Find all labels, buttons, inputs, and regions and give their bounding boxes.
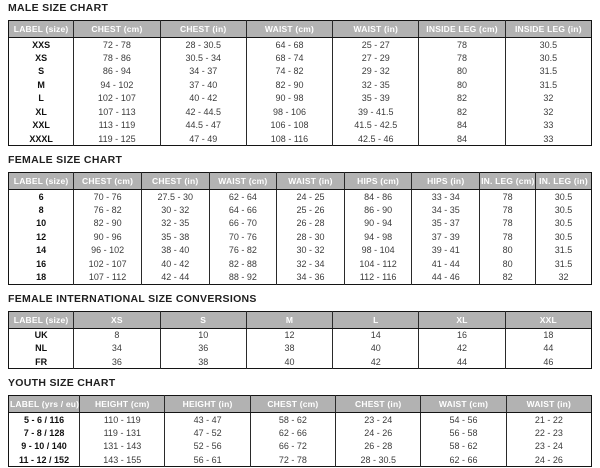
row-label-cell: XS bbox=[35, 52, 48, 63]
row-label-cell: XL bbox=[35, 106, 47, 117]
value-cell: 36 bbox=[74, 355, 160, 369]
header-row bbox=[9, 21, 592, 38]
value-cell: 40 - 42 bbox=[160, 92, 246, 106]
value-cell: 24 - 26 bbox=[336, 426, 421, 440]
value-cell: 68 - 74 bbox=[246, 51, 332, 65]
value-cell: 82 - 90 bbox=[246, 78, 332, 92]
column-header: CHEST (cm) bbox=[74, 173, 142, 190]
value-cell: 82 bbox=[419, 105, 505, 119]
value-cell: 107 - 113 bbox=[74, 105, 160, 119]
column-header: WAIST (in) bbox=[277, 173, 345, 190]
value-cell: 108 - 116 bbox=[246, 132, 332, 146]
value-cell: 26 - 28 bbox=[336, 440, 421, 454]
value-cell: 41 - 44 bbox=[412, 257, 480, 271]
value-cell: 84 bbox=[419, 119, 505, 133]
value-cell: 62 - 66 bbox=[250, 426, 335, 440]
value-cell: 107 - 112 bbox=[74, 271, 142, 285]
value-cell: 131 - 143 bbox=[80, 440, 165, 454]
value-cell: 26 - 28 bbox=[277, 217, 345, 231]
value-cell: 119 - 125 bbox=[74, 132, 160, 146]
value-cell: 37 - 40 bbox=[160, 78, 246, 92]
value-cell: 104 - 112 bbox=[344, 257, 412, 271]
column-header: CHEST (in) bbox=[160, 21, 246, 38]
value-cell: 82 - 88 bbox=[209, 257, 277, 271]
row-label-cell: XXL bbox=[32, 120, 50, 131]
column-header: WAIST (cm) bbox=[209, 173, 277, 190]
row-label-cell: 10 bbox=[36, 218, 47, 229]
youth-table-header bbox=[9, 396, 592, 413]
value-cell: 28 - 30.5 bbox=[160, 38, 246, 52]
value-cell: 31.5 bbox=[505, 78, 591, 92]
value-cell: 29 - 32 bbox=[333, 65, 419, 79]
value-cell: 40 bbox=[333, 342, 419, 356]
value-cell: 32 bbox=[505, 105, 591, 119]
column-header: IN. LEG (cm) bbox=[480, 173, 536, 190]
value-cell: 30.5 bbox=[505, 51, 591, 65]
youth-size-chart-section bbox=[8, 377, 592, 467]
value-cell: 30.5 bbox=[536, 217, 592, 231]
value-cell: 56 - 58 bbox=[421, 426, 506, 440]
value-cell: 39 - 41 bbox=[412, 244, 480, 258]
value-cell: 23 - 24 bbox=[336, 413, 421, 427]
row-label-cell: 12 bbox=[36, 231, 47, 242]
value-cell: 88 - 92 bbox=[209, 271, 277, 285]
table-row bbox=[9, 78, 592, 92]
value-cell: 35 - 39 bbox=[333, 92, 419, 106]
row-label-cell: 14 bbox=[36, 245, 47, 256]
table-row bbox=[9, 92, 592, 106]
value-cell: 30 - 32 bbox=[277, 244, 345, 258]
value-cell: 76 - 82 bbox=[74, 203, 142, 217]
row-label-cell: 18 bbox=[36, 272, 47, 282]
value-cell: 90 - 98 bbox=[246, 92, 332, 106]
table-row bbox=[9, 342, 592, 356]
column-header: IN. LEG (in) bbox=[536, 173, 592, 190]
column-header: HIPS (in) bbox=[412, 173, 480, 190]
value-cell: 34 bbox=[74, 342, 160, 356]
value-cell: 18 bbox=[505, 328, 591, 342]
youth-table-body bbox=[9, 413, 592, 467]
value-cell: 23 - 24 bbox=[506, 440, 591, 454]
value-cell: 40 - 42 bbox=[141, 257, 209, 271]
value-cell: 102 - 107 bbox=[74, 92, 160, 106]
header-row bbox=[9, 311, 592, 328]
female-table-header bbox=[9, 173, 592, 190]
header-row bbox=[9, 396, 592, 413]
value-cell: 32 - 35 bbox=[333, 78, 419, 92]
table-row bbox=[9, 38, 592, 52]
value-cell: 30.5 bbox=[505, 38, 591, 52]
youth-size-table bbox=[8, 395, 592, 467]
male-size-table bbox=[8, 20, 592, 146]
table-row bbox=[9, 119, 592, 133]
value-cell: 32 bbox=[505, 92, 591, 106]
value-cell: 42.5 - 46 bbox=[333, 132, 419, 146]
value-cell: 24 - 25 bbox=[277, 190, 345, 204]
value-cell: 78 bbox=[480, 230, 536, 244]
value-cell: 90 - 96 bbox=[74, 230, 142, 244]
value-cell: 34 - 37 bbox=[160, 65, 246, 79]
value-cell: 102 - 107 bbox=[74, 257, 142, 271]
column-header: LABEL (size) bbox=[9, 173, 74, 190]
value-cell: 44 bbox=[505, 342, 591, 356]
table-row bbox=[9, 355, 592, 369]
row-label-cell: XXXL bbox=[29, 133, 53, 144]
value-cell: 28 - 30 bbox=[277, 230, 345, 244]
value-cell: 76 - 82 bbox=[209, 244, 277, 258]
column-header: LABEL (size) bbox=[9, 21, 74, 38]
value-cell: 25 - 27 bbox=[333, 38, 419, 52]
value-cell: 35 - 37 bbox=[412, 217, 480, 231]
value-cell: 54 - 56 bbox=[421, 413, 506, 427]
value-cell: 44 bbox=[419, 355, 505, 369]
column-header: CHEST (cm) bbox=[250, 396, 335, 413]
value-cell: 80 bbox=[480, 244, 536, 258]
table-row bbox=[9, 230, 592, 244]
value-cell: 56 - 61 bbox=[165, 453, 250, 467]
value-cell: 106 - 108 bbox=[246, 119, 332, 133]
value-cell: 38 bbox=[246, 342, 332, 356]
value-cell: 86 - 90 bbox=[344, 203, 412, 217]
value-cell: 66 - 70 bbox=[209, 217, 277, 231]
value-cell: 143 - 155 bbox=[80, 453, 165, 467]
value-cell: 24 - 26 bbox=[506, 453, 591, 467]
value-cell: 41.5 - 42.5 bbox=[333, 119, 419, 133]
value-cell: 22 - 23 bbox=[506, 426, 591, 440]
value-cell: 62 - 64 bbox=[209, 190, 277, 204]
value-cell: 31.5 bbox=[536, 257, 592, 271]
value-cell: 96 - 102 bbox=[74, 244, 142, 258]
value-cell: 44.5 - 47 bbox=[160, 119, 246, 133]
value-cell: 98 - 104 bbox=[344, 244, 412, 258]
column-header: WAIST (in) bbox=[333, 21, 419, 38]
column-header: WAIST (cm) bbox=[246, 21, 332, 38]
row-label-cell: NL bbox=[35, 343, 48, 354]
header-row bbox=[9, 173, 592, 190]
table-row bbox=[9, 105, 592, 119]
table-row bbox=[9, 440, 592, 454]
table-row bbox=[9, 413, 592, 427]
value-cell: 64 - 66 bbox=[209, 203, 277, 217]
column-header: CHEST (in) bbox=[336, 396, 421, 413]
female-table-body bbox=[9, 190, 592, 285]
value-cell: 34 - 35 bbox=[412, 203, 480, 217]
value-cell: 80 bbox=[419, 78, 505, 92]
value-cell: 82 bbox=[480, 271, 536, 285]
value-cell: 27 - 29 bbox=[333, 51, 419, 65]
value-cell: 28 - 30.5 bbox=[336, 453, 421, 467]
column-header: XS bbox=[74, 311, 160, 328]
female-international-conversions-table bbox=[8, 311, 592, 370]
value-cell: 80 bbox=[480, 257, 536, 271]
row-label-cell: 9 - 10 / 140 bbox=[21, 441, 67, 452]
value-cell: 31.5 bbox=[505, 65, 591, 79]
value-cell: 14 bbox=[333, 328, 419, 342]
value-cell: 70 - 76 bbox=[74, 190, 142, 204]
value-cell: 12 bbox=[246, 328, 332, 342]
row-label-cell: UK bbox=[34, 330, 48, 340]
value-cell: 94 - 102 bbox=[74, 78, 160, 92]
value-cell: 58 - 62 bbox=[250, 413, 335, 427]
value-cell: 43 - 47 bbox=[165, 413, 250, 427]
value-cell: 32 bbox=[536, 271, 592, 285]
value-cell: 16 bbox=[419, 328, 505, 342]
female-size-chart-section bbox=[8, 154, 592, 285]
row-label-cell: 6 bbox=[38, 191, 44, 202]
row-label-cell: 16 bbox=[36, 258, 47, 269]
value-cell: 74 - 82 bbox=[246, 65, 332, 79]
table-row bbox=[9, 217, 592, 231]
male-size-chart-title: MALE SIZE CHART bbox=[8, 2, 109, 14]
table-row bbox=[9, 271, 592, 285]
value-cell: 21 - 22 bbox=[506, 413, 591, 427]
value-cell: 110 - 119 bbox=[80, 413, 165, 427]
value-cell: 90 - 94 bbox=[344, 217, 412, 231]
column-header: HIPS (cm) bbox=[344, 173, 412, 190]
row-label-cell: 7 - 8 / 128 bbox=[23, 427, 65, 438]
male-table-header bbox=[9, 21, 592, 38]
value-cell: 32 - 35 bbox=[141, 217, 209, 231]
column-header: S bbox=[160, 311, 246, 328]
value-cell: 8 bbox=[74, 328, 160, 342]
value-cell: 10 bbox=[160, 328, 246, 342]
table-row bbox=[9, 328, 592, 342]
value-cell: 72 - 78 bbox=[74, 38, 160, 52]
value-cell: 42 bbox=[419, 342, 505, 356]
value-cell: 66 - 72 bbox=[250, 440, 335, 454]
value-cell: 42 bbox=[333, 355, 419, 369]
value-cell: 84 bbox=[419, 132, 505, 146]
table-row bbox=[9, 203, 592, 217]
female-international-conversions-section bbox=[8, 293, 592, 370]
column-header: INSIDE LEG (in) bbox=[505, 21, 591, 38]
value-cell: 33 bbox=[505, 132, 591, 146]
male-table-body bbox=[9, 38, 592, 146]
male-size-chart-section bbox=[8, 2, 592, 146]
value-cell: 84 - 86 bbox=[344, 190, 412, 204]
table-row bbox=[9, 453, 592, 467]
value-cell: 64 - 68 bbox=[246, 38, 332, 52]
row-label-cell: S bbox=[38, 66, 45, 77]
row-label-cell: FR bbox=[35, 356, 48, 367]
value-cell: 25 - 26 bbox=[277, 203, 345, 217]
table-row bbox=[9, 65, 592, 79]
value-cell: 78 bbox=[419, 51, 505, 65]
value-cell: 42 - 44 bbox=[141, 271, 209, 285]
table-row bbox=[9, 190, 592, 204]
value-cell: 27.5 - 30 bbox=[141, 190, 209, 204]
value-cell: 78 bbox=[480, 190, 536, 204]
value-cell: 94 - 98 bbox=[344, 230, 412, 244]
column-header: XXL bbox=[505, 311, 591, 328]
value-cell: 62 - 66 bbox=[421, 453, 506, 467]
value-cell: 42 - 44.5 bbox=[160, 105, 246, 119]
value-cell: 46 bbox=[505, 355, 591, 369]
value-cell: 39 - 41.5 bbox=[333, 105, 419, 119]
value-cell: 30.5 - 34 bbox=[160, 51, 246, 65]
table-row bbox=[9, 51, 592, 65]
value-cell: 31.5 bbox=[536, 244, 592, 258]
value-cell: 58 - 62 bbox=[421, 440, 506, 454]
column-header: HEIGHT (cm) bbox=[80, 396, 165, 413]
value-cell: 30 - 32 bbox=[141, 203, 209, 217]
value-cell: 78 bbox=[419, 38, 505, 52]
row-label-cell: 5 - 6 / 116 bbox=[24, 414, 65, 425]
value-cell: 47 - 49 bbox=[160, 132, 246, 146]
value-cell: 30.5 bbox=[536, 230, 592, 244]
female-international-conversions-title: FEMALE INTERNATIONAL SIZE CONVERSIONS bbox=[8, 292, 257, 305]
table-row bbox=[9, 426, 592, 440]
value-cell: 82 - 90 bbox=[74, 217, 142, 231]
column-header: L bbox=[333, 311, 419, 328]
value-cell: 82 bbox=[419, 92, 505, 106]
value-cell: 113 - 119 bbox=[74, 119, 160, 133]
value-cell: 40 bbox=[246, 355, 332, 369]
value-cell: 30.5 bbox=[536, 190, 592, 204]
column-header: M bbox=[246, 311, 332, 328]
value-cell: 33 bbox=[505, 119, 591, 133]
value-cell: 78 bbox=[480, 217, 536, 231]
value-cell: 86 - 94 bbox=[74, 65, 160, 79]
column-header: HEIGHT (in) bbox=[165, 396, 250, 413]
youth-size-chart-title: YOUTH SIZE CHART bbox=[8, 377, 116, 389]
value-cell: 38 - 40 bbox=[141, 244, 209, 258]
value-cell: 78 bbox=[480, 203, 536, 217]
value-cell: 119 - 131 bbox=[80, 426, 165, 440]
column-header: CHEST (cm) bbox=[74, 21, 160, 38]
value-cell: 37 - 39 bbox=[412, 230, 480, 244]
value-cell: 112 - 116 bbox=[344, 271, 412, 285]
female-size-chart-title: FEMALE SIZE CHART bbox=[8, 154, 123, 166]
conversions-table-body bbox=[9, 328, 592, 369]
column-header: WAIST (in) bbox=[506, 396, 591, 413]
value-cell: 36 bbox=[160, 342, 246, 356]
column-header: LABEL (yrs / eu) bbox=[9, 396, 80, 413]
value-cell: 70 - 76 bbox=[209, 230, 277, 244]
value-cell: 52 - 56 bbox=[165, 440, 250, 454]
column-header: CHEST (in) bbox=[141, 173, 209, 190]
value-cell: 44 - 46 bbox=[412, 271, 480, 285]
table-row bbox=[9, 132, 592, 146]
value-cell: 33 - 34 bbox=[412, 190, 480, 204]
conversions-table-header bbox=[9, 311, 592, 328]
value-cell: 72 - 78 bbox=[250, 453, 335, 467]
row-label-cell: XXS bbox=[32, 39, 51, 50]
row-label-cell: 8 bbox=[38, 204, 44, 215]
table-row bbox=[9, 257, 592, 271]
value-cell: 98 - 106 bbox=[246, 105, 332, 119]
row-label-cell: L bbox=[38, 93, 44, 104]
value-cell: 47 - 52 bbox=[165, 426, 250, 440]
value-cell: 38 bbox=[160, 355, 246, 369]
value-cell: 32 - 34 bbox=[277, 257, 345, 271]
value-cell: 35 - 38 bbox=[141, 230, 209, 244]
value-cell: 78 - 86 bbox=[74, 51, 160, 65]
value-cell: 80 bbox=[419, 65, 505, 79]
value-cell: 34 - 36 bbox=[277, 271, 345, 285]
column-header: INSIDE LEG (cm) bbox=[419, 21, 505, 38]
female-size-table bbox=[8, 172, 592, 285]
row-label-cell: 11 - 12 / 152 bbox=[19, 454, 70, 465]
column-header: WAIST (cm) bbox=[421, 396, 506, 413]
column-header: LABEL (size) bbox=[9, 311, 74, 328]
value-cell: 30.5 bbox=[536, 203, 592, 217]
table-row bbox=[9, 244, 592, 258]
column-header: XL bbox=[419, 311, 505, 328]
row-label-cell: M bbox=[37, 79, 45, 90]
